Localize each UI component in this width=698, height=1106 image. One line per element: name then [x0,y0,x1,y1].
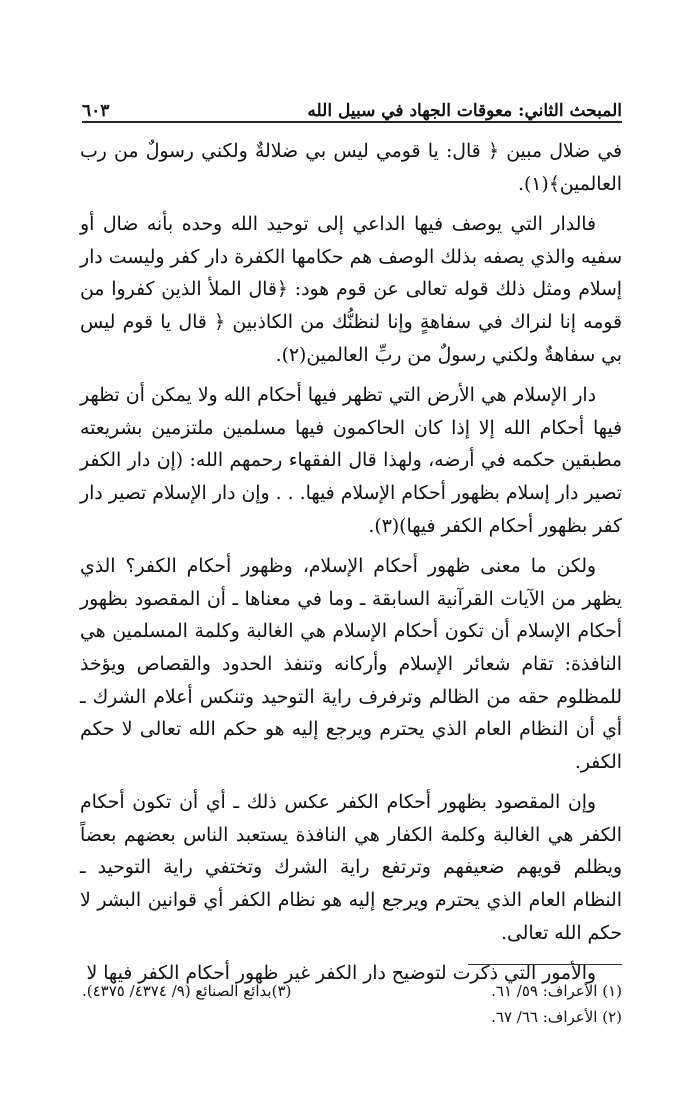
footnote-1: (١) الأعراف: ٥٩/ ٦١. [491,982,622,1000]
footnote-3: (٣)بدائع الصنائع (٩/ ٤٣٧٤/ ٤٣٧٥). [82,982,292,1000]
main-text [80,136,622,999]
paragraph: والأمور التي ذكرت لتوضيح دار الكفر غير ظهور أحكام الكفر فيها لا [86,963,596,985]
footnote-2: (٢) الأعراف: ٦٦/ ٦٧. [491,1008,622,1026]
paragraph: في ضلال مبين ﴿ قال: يا قومي ليس بي ضلالةٌ ولكني رسولٌ من رب العالمين﴾(١). [80,141,622,195]
footnote-column [491,978,622,1030]
running-header [82,86,622,120]
page-number: ٦٠٣ [82,101,110,121]
paragraph: ولكن ما معنى ظهور أحكام الإسلام، وظهور أحكام الكفر؟ الذي يظهر من الآيات القرآنية السابقة ـ وما في معناها ـ أن المقصود بظهور أحكام الإسلام أن تكون أحكام الإسلام هي الغالبة وكلمة المسلمين هي النافذة: تقام شعائر الإسلام وأركانه وتنفذ الحدود والقصاص ويؤخذ للمظلوم حقه من الظالم وترفرف راية التوحيد وتنكس أعلام الشرك ـ أي أن النظام العام الذي يحترم ويرجع إليه هو حكم الله تعالى لا حكم الكفر. [80,556,622,773]
footnote-column [82,978,291,1030]
paragraph: فالدار التي يوصف فيها الداعي إلى توحيد الله وحده بأنه ضال أو سفيه والذي يصفه بذلك الوصف هم حكامها الكفرة دار كفر وليست دار إسلام ومثل ذلك قوله تعالى عن قوم هود: ﴿قال الملأ الذين كفروا من قومه إنا لنراك في سفاهةٍ وإنا لنظنُّك من الكاذبين ﴿ قال يا قوم ليس بي سفاهةٌ ولكني رسولٌ من ربِّ العالمين(٢). [80,214,622,366]
chapter-title: المبحث الثاني: معوقات الجهاد في سبيل الله [307,101,622,121]
paragraph: دار الإسلام هي الأرض التي تظهر فيها أحكام الله ولا يمكن أن تظهر فيها أحكام الله إلا إذا كان الحاكمون فيها مسلمين ملتزمين بشريعته مطبقين حكمه في أرضه، ولهذا قال الفقهاء رحمهم الله: (إن دار الكفر تصير دار إسلام بظهور أحكام الإسلام فيها. . . وإن دار الإسلام تصير دار كفر بظهور أحكام الكفر فيها)(٣). [80,385,622,537]
paragraph: وإن المقصود بظهور أحكام الكفر عكس ذلك ـ أي أن تكون أحكام الكفر هي الغالبة وكلمة الكفار هي النافذة يستعبد الناس بعضهم بعضاً ويظلم قويهم ضعيفهم وترتفع راية الشرك وتختفي راية التوحيد ـ النظام العام الذي يحترم ويرجع إليه هو نظام الكفر أي قوانين البشر لا حكم الله تعالى. [80,792,622,944]
header-rule [82,121,622,123]
footnotes [82,978,622,1030]
footnote-rule [468,964,622,965]
